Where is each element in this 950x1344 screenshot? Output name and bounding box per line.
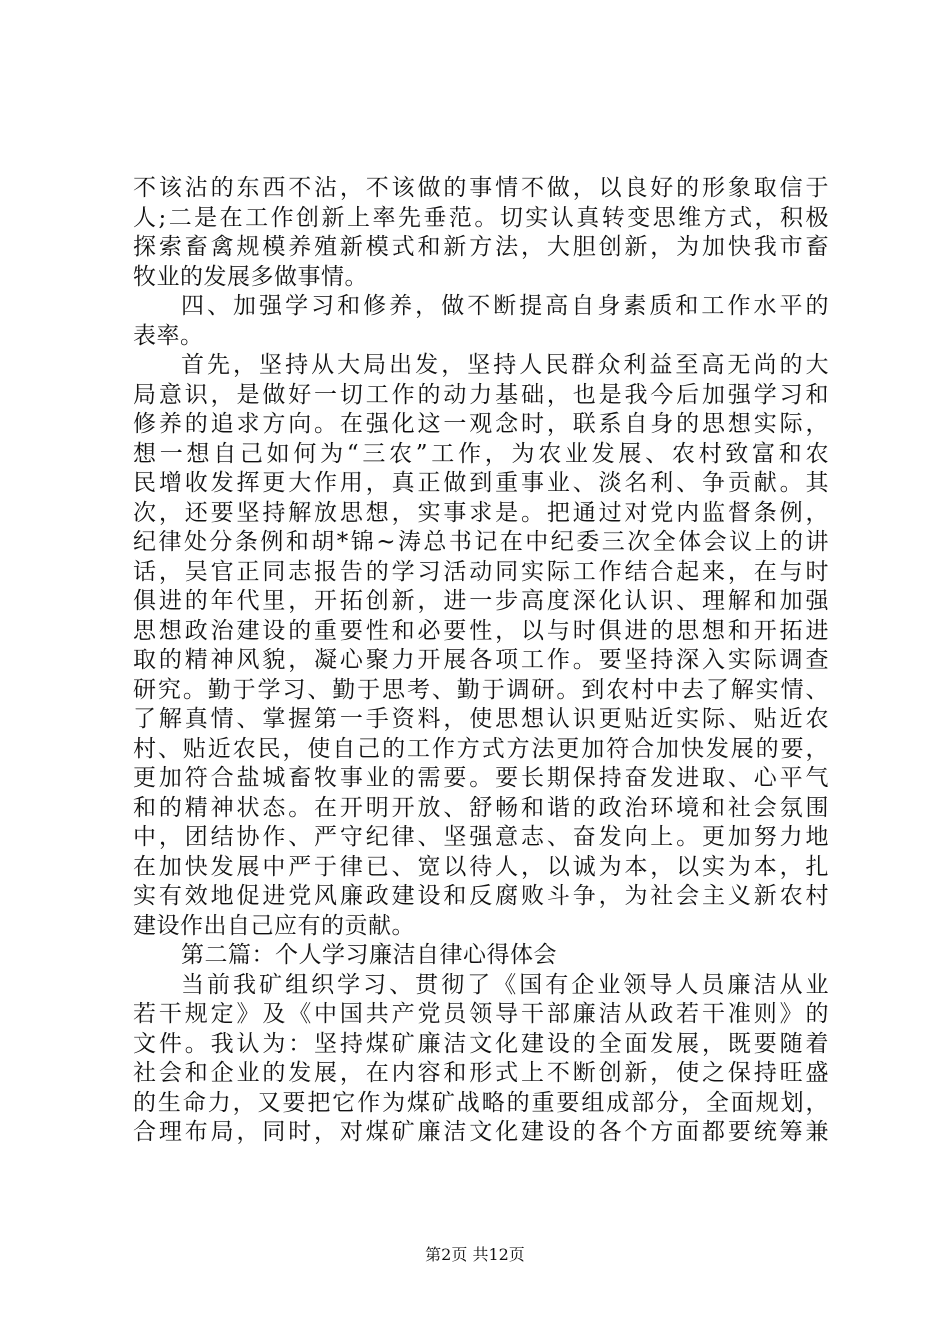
- text-line: 和的精神状态。在开明开放、舒畅和谐的政治环境和社会氛围: [133, 794, 829, 821]
- text-line: 的生命力，又要把它作为煤矿战略的重要组成部分，全面规划，: [133, 1089, 829, 1116]
- text-line: 文件。我认为：坚持煤矿廉洁文化建设的全面发展，既要随着: [133, 1030, 829, 1057]
- text-line: 若干规定》及《中国共产党员领导干部廉洁从政若干准则》的: [133, 1001, 829, 1027]
- text-line: 村、贴近农民，使自己的工作方式方法更加符合加快发展的要，: [133, 735, 829, 762]
- page-footer: 第2页 共12页: [425, 1245, 525, 1264]
- text-line: 更加符合盐城畜牧事业的需要。要长期保持奋发进取、心平气: [133, 765, 829, 791]
- text-line: 首先，坚持从大局出发，坚持人民群众利益至高无尚的大: [181, 352, 829, 378]
- text-line: 合理布局，同时，对煤矿廉洁文化建设的各个方面都要统筹兼: [133, 1119, 829, 1145]
- text-line: 在加快发展中严于律已、宽以待人，以诚为本，以实为本，扎: [133, 853, 829, 880]
- text-line: 俱进的年代里，开拓创新，进一步高度深化认识、理解和加强: [133, 588, 829, 614]
- text-line: 次，还要坚持解放思想，实事求是。把通过对党内监督条例，: [133, 499, 829, 526]
- text-line: 探索畜禽规模养殖新模式和新方法，大胆创新，为加快我市畜: [133, 234, 829, 260]
- text-line: 当前我矿组织学习、贯彻了《国有企业领导人员廉洁从业: [181, 971, 829, 998]
- text-line: 建设作出自己应有的贡献。: [133, 912, 415, 939]
- text-line: 实有效地促进党风廉政建设和反腐败斗争，为社会主义新农村: [133, 883, 829, 909]
- section-heading-line: 四、加强学习和修养，做不断提高自身素质和工作水平的: [181, 293, 829, 319]
- text-line: 中，团结协作、严守纪律、坚强意志、奋发向上。更加努力地: [133, 824, 829, 850]
- text-line: 社会和企业的发展，在内容和形式上不断创新，使之保持旺盛: [133, 1060, 829, 1086]
- section-heading-line: 表率。: [133, 322, 204, 349]
- text-line: 了解真情、掌握第一手资料，使思想认识更贴近实际、贴近农: [133, 706, 829, 732]
- text-line: 牧业的发展多做事情。: [133, 263, 368, 290]
- text-line: 不该沾的东西不沾，不该做的事情不做，以良好的形象取信于: [133, 175, 829, 201]
- chapter-title: 第二篇：个人学习廉洁自律心得体会: [181, 942, 557, 968]
- text-line: 取的精神风貌，凝心聚力开展各项工作。要坚持深入实际调查: [133, 647, 829, 673]
- text-line: 话，吴官正同志报告的学习活动同实际工作结合起来，在与时: [133, 558, 829, 585]
- text-line: 局意识，是做好一切工作的动力基础，也是我今后加强学习和: [133, 381, 829, 408]
- text-line: 民增收发挥更大作用，真正做到重事业、淡名利、争贡献。其: [133, 470, 829, 496]
- text-line: 研究。勤于学习、勤于思考、勤于调研。到农村中去了解实情、: [133, 676, 829, 703]
- text-line: 纪律处分条例和胡*锦~涛总书记在中纪委三次全体会议上的讲: [133, 529, 829, 555]
- text-line: 想一想自己如何为“三农”工作，为农业发展、农村致富和农: [133, 440, 829, 467]
- text-line: 思想政治建设的重要性和必要性，以与时俱进的思想和开拓进: [133, 617, 829, 644]
- text-line: 修养的追求方向。在强化这一观念时，联系自身的思想实际，: [133, 411, 829, 437]
- text-line: 人;二是在工作创新上率先垂范。切实认真转变思维方式，积极: [133, 204, 829, 231]
- document-body: [133, 174, 829, 1148]
